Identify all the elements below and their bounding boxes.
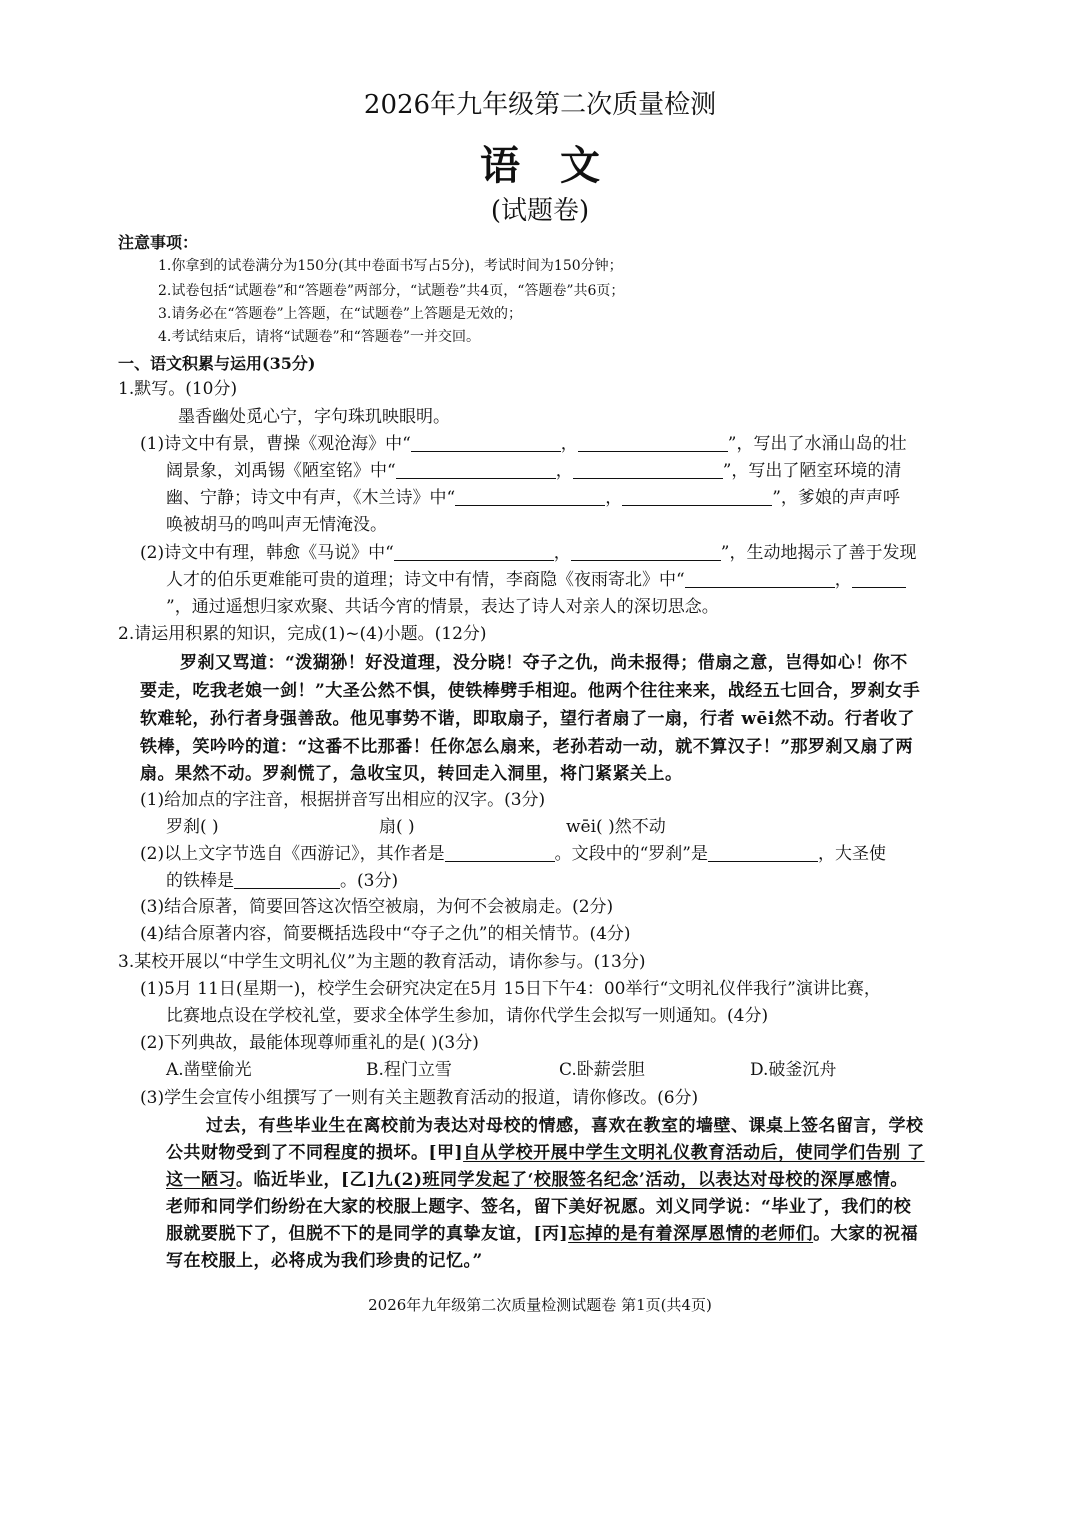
q2-sub1: (1)给加点的字注音，根据拼音写出相应的汉字。(3分) [140, 790, 546, 810]
report-line: 老师和同学们纷纷在大家的校服上题字、签名，留下美好祝愿。刘义同学说：“毕业了，我们的校 [166, 1197, 912, 1217]
q3-stem: 3.某校开展以“中学生文明礼仪”为主题的教育活动，请你参与。(13分) [118, 952, 646, 972]
q2-stem: 2.请运用积累的知识，完成(1)~(4)小题。(12分) [118, 624, 487, 644]
report-line: 过去，有些毕业生在离校前为表达对母校的情感，喜欢在教室的墙壁、课桌上签名留言，学校 [206, 1116, 924, 1136]
q2-passage-line: 罗刹又骂道：“泼猢狲！好没道理，没分晓！夺子之仇，尚未报得；借扇之意，岂得如心！你不 [180, 653, 908, 673]
answer-blank[interactable] [411, 433, 561, 452]
underlined-sentence-bing: 忘掉的是有着深厚恩情的老师们 [568, 1224, 814, 1244]
report-line: 服就要脱下了，但脱不下的是同学的真挚友谊，[丙]忘掉的是有着深厚恩情的老师们。大家的祝福 [166, 1224, 919, 1244]
q3-sub3: (3)学生会宣传小组撰写了一则有关主题教育活动的报道，请你修改。(6分) [140, 1088, 699, 1108]
answer-blank[interactable] [394, 542, 554, 561]
answer-blank[interactable] [455, 487, 605, 506]
q2-passage-line: 扇。果然不动。罗刹慌了，急收宝贝，转回走入洞里，将门紧紧关上。 [140, 764, 683, 784]
q2-passage-line: 要走，吃我老娘一剑！”大圣公然不惧，使铁棒劈手相迎。他两个往往来来，战经五七回合，罗刹女手 [140, 681, 921, 701]
notice-heading: 注意事项： [118, 233, 199, 252]
q1-part1-line2: 阔景象，刘禹锡《陋室铭》中“ ， ”，写出了陋室环境的清 [166, 461, 902, 481]
underlined-sentence-jia: 自从学校开展中学生文明礼仪教育活动后，使同学们告别 了 [463, 1143, 925, 1163]
q2-sub2-line1: (2)以上文字节选自《西游记》，其作者是 。文段中的“罗刹”是 ，大圣使 [140, 844, 886, 864]
notice-item: 4.考试结束后，请将“试题卷”和“答题卷”一并交回。 [158, 329, 480, 345]
option-d: D.破釜沉舟 [750, 1060, 837, 1080]
notice-item: 3.请务必在“答题卷”上答题，在“试题卷”上答题是无效的； [158, 306, 522, 322]
notice-item: 1.你拿到的试卷满分为150分(其中卷面书写占5分)，考试时间为150分钟； [158, 258, 623, 274]
q2-sub1-item: 罗刹( ) [166, 817, 219, 837]
exam-title: 2026年九年级第二次质量检测 [363, 90, 717, 120]
page-footer: 2026年九年级第二次质量检测试题卷 第1页(共4页) [368, 1296, 712, 1314]
answer-blank[interactable] [578, 433, 728, 452]
answer-blank[interactable] [685, 569, 835, 588]
option-a: A.凿壁偷光 [166, 1060, 252, 1080]
q3-sub1-line1: (1)5月 11日(星期一)，校学生会研究决定在5月 15日下午4：00举行“文明礼仪伴我行”演讲比赛， [140, 979, 881, 999]
option-c: C.卧薪尝胆 [559, 1060, 645, 1080]
subject-title: 语文 [480, 142, 640, 189]
q3-sub2: (2)下列典故，最能体现尊师重礼的是( )(3分) [140, 1033, 479, 1053]
q1-part1-line4: 唤被胡马的鸣叫声无情淹没。 [166, 515, 387, 535]
q2-sub3: (3)结合原著，简要回答这次悟空被扇，为何不会被扇走。(2分) [140, 897, 614, 917]
q2-sub1-item: wēi( )然不动 [566, 817, 666, 837]
answer-blank[interactable] [708, 843, 818, 862]
answer-blank[interactable] [571, 542, 721, 561]
answer-blank[interactable] [234, 870, 340, 889]
q2-sub1-item: 扇( ) [379, 817, 415, 837]
option-b: B.程门立雪 [366, 1060, 452, 1080]
q1-part2-line3: ”，通过遥想归家欢聚、共话今宵的情景，表达了诗人对亲人的深切思念。 [166, 597, 719, 617]
q1-part2-line1: (2)诗文中有理，韩愈《马说》中“ ， ”，生动地揭示了善于发现 [140, 543, 917, 563]
q2-sub2-line2: 的铁棒是 。(3分) [166, 871, 399, 891]
q1-intro: 墨香幽处觅心宁，字句珠玑映眼明。 [178, 407, 450, 427]
answer-blank[interactable] [573, 460, 723, 479]
q2-sub4: (4)结合原著内容，简要概括选段中“夺子之仇”的相关情节。(4分) [140, 924, 631, 944]
q2-passage-line: 软难轮，孙行者身强善敌。他见事势不谐，即取扇子，望行者扇了一扇，行者 wēi然不动。行者收了 [140, 709, 915, 729]
answer-blank[interactable] [445, 843, 555, 862]
report-line: 写在校服上，必将成为我们珍贵的记忆。” [166, 1251, 483, 1271]
q2-passage-line: 铁棒，笑吟吟的道：“这番不比那番！任你怎么扇来，老孙若动一动，就不算汉子！”那罗刹又扇了两 [140, 737, 914, 757]
q1-part1-line3: 幽、宁静；诗文中有声，《木兰诗》中“ ， ”，爹娘的声声呼 [166, 488, 900, 508]
paper-type: (试题卷) [490, 196, 590, 226]
section1-heading: 一、语文积累与运用(35分) [118, 354, 316, 373]
q1-stem: 1.默写。(10分) [118, 379, 238, 399]
notice-item: 2.试卷包括“试题卷”和“答题卷”两部分，“试题卷”共4页，“答题卷”共6页； [158, 283, 625, 299]
report-line: 公共财物受到了不同程度的损坏。[甲]自从学校开展中学生文明礼仪教育活动后，使同学们告别 了 [166, 1143, 925, 1163]
underlined-sentence-yi: 九(2)班同学发起了‘校服签名纪念’活动，以表达对母校的深厚感情 [375, 1170, 891, 1190]
q3-sub1-line2: 比赛地点设在学校礼堂，要求全体学生参加，请你代学生会拟写一则通知。(4分) [166, 1006, 769, 1026]
q1-part1-line1: (1)诗文中有景，曹操《观沧海》中“ ， ”，写出了水涌山岛的壮 [140, 434, 907, 454]
answer-blank[interactable] [396, 460, 556, 479]
report-line: 这一陋习。临近毕业，[乙]九(2)班同学发起了‘校服签名纪念’活动，以表达对母校的深厚感情。 [166, 1170, 908, 1190]
answer-blank[interactable] [852, 569, 906, 588]
answer-blank[interactable] [622, 487, 772, 506]
q1-part2-line2: 人才的伯乐更难能可贵的道理；诗文中有情，李商隐《夜雨寄北》中“ ， [166, 569, 906, 591]
